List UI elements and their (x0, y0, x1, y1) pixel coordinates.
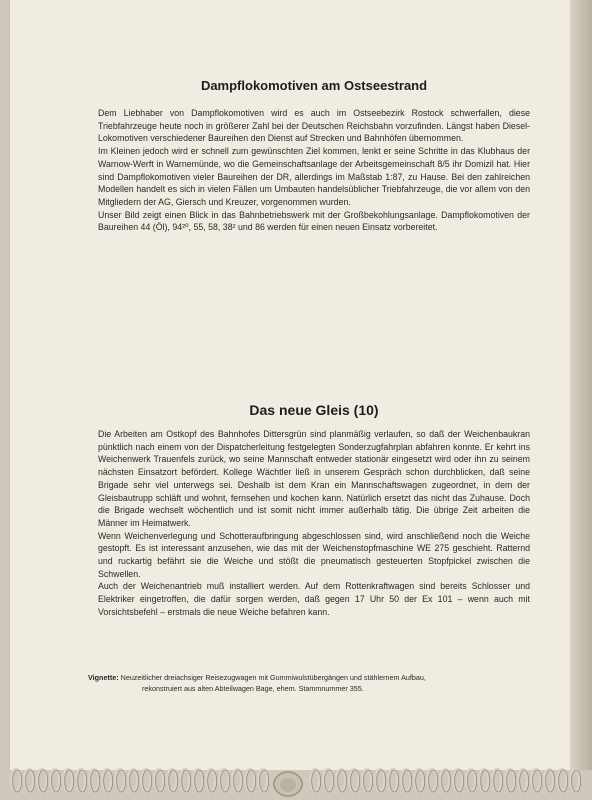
paragraph: Im Kleinen jedoch wird er schnell zum gewünschten Ziel kommen, lenkt er seine Schritte in das Klubhaus der Warnow-Werft in Warnemünde, wo die Gemeinschaftsanlage der Arbeitsgemeinschaft 8/5 ihr Domizil hat. Hier sind Dampflokomotiven vieler Baureihen der DR, allerdings im Maßstab 1:87, zu Hause. Bei den zahlreichen Modellen handelt es sich in vielen Fällen um Umbauten handelsüblicher Triebfahrzeuge, die vor allem von den Mitgliedern der AG, Giersch und Kreuzer, vorgenommen wurden. (98, 146, 530, 207)
section-title: Dampflokomotiven am Ostseestrand (200, 78, 428, 93)
vignette-line-2: rekonstruiert aus alten Abteilwagen Bage, ehem. Stammnummer 355. (142, 684, 364, 693)
section-das-neue-gleis (98, 402, 530, 619)
vignette-line-1: Neuzeitlicher dreiachsiger Reisezugwagen mit Gummiwulstübergängen und stählernem Aufbau, (120, 673, 426, 682)
paragraph: Die Arbeiten am Ostkopf des Bahnhofes Dittersgrün sind planmäßig verlaufen, so daß der Weichenbaukran pünktlich nach einem von der Dispatcherleitung festgelegten Sonderzugfahrplan abfahren konnte. Er kehrt ins Weichenwerk Trauenfels zurück, wo seine Mannschaft entweder stationär eingesetzt wird oder ihn zu seinem nächsten Einsatzort befördert. Kollege Wächtler ließ in unserem Gespräch schon durchblicken, daß seine Brigade sehr viel unterwegs sei. Deshalb ist dem Kran ein Mannschaftswagen zugeordnet, in dem der Gleisbautrupp schläft und wohnt, fernsehen und kochen kann. Natürlich ersetzt das nicht das Zuhause. Doch die Brigade wechselt wöchentlich und ist somit nicht immer außerhalb tätig. Die übrige Zeit arbeiten die Männer im Heimatwerk. (98, 429, 530, 528)
calendar-page (10, 0, 570, 782)
page-stack-edge (570, 0, 592, 800)
vignette-label: Vignette: (88, 673, 119, 682)
paragraph: Dem Liebhaber von Dampflokomotiven wird es auch im Ostseebezirk Rostock schwerfallen, diese Triebfahrzeuge heute noch in größerer Zahl bei der Deutschen Reichsbahn vorzufinden. Längst haben Diesel-Lokomotiven verschiedener Baureihen den Dienst auf Strecken und Bahnhöfen übernommen. (98, 108, 530, 144)
section-title: Das neue Gleis (10) (249, 402, 379, 418)
paragraph: Unser Bild zeigt einen Blick in das Bahnbetriebswerk mit der Großbekohlungsanlage. Dampflokomotiven der Baureihen 44 (Öl), 94²⁰, 55, 58, 38² und 86 werden für einen neuen Einsatz vorbereitet. (98, 209, 530, 233)
binding-hole-icon (274, 772, 302, 796)
paragraph: Auch der Weichenantrieb muß installiert werden. Auf dem Rottenkraftwagen sind bereits Schlosser und Elektriker eingetroffen, die dafür sorgen werden, daß gegen 17 Uhr 50 der Ex 101 – wenn auch mit Vorsichtsbefehl – erstmals die neue Weiche befahren kann. (98, 581, 530, 617)
spiral-binding (0, 750, 592, 800)
paragraph: Wenn Weichenverlegung und Schotteraufbringung abgeschlossen sind, wird anschließend noch die Weiche gestopft. Es ist interessant anzusehen, wie das mit der Weichenstopfmaschine WE 275 geschieht. Ratternd und ruckartig befährt sie die Weiche und stößt die pneumatisch gesteuerten Stopfpickel zwischen die Schwellen. (98, 530, 530, 579)
vignette-caption (88, 672, 528, 694)
section-dampflokomotiven (98, 78, 530, 234)
